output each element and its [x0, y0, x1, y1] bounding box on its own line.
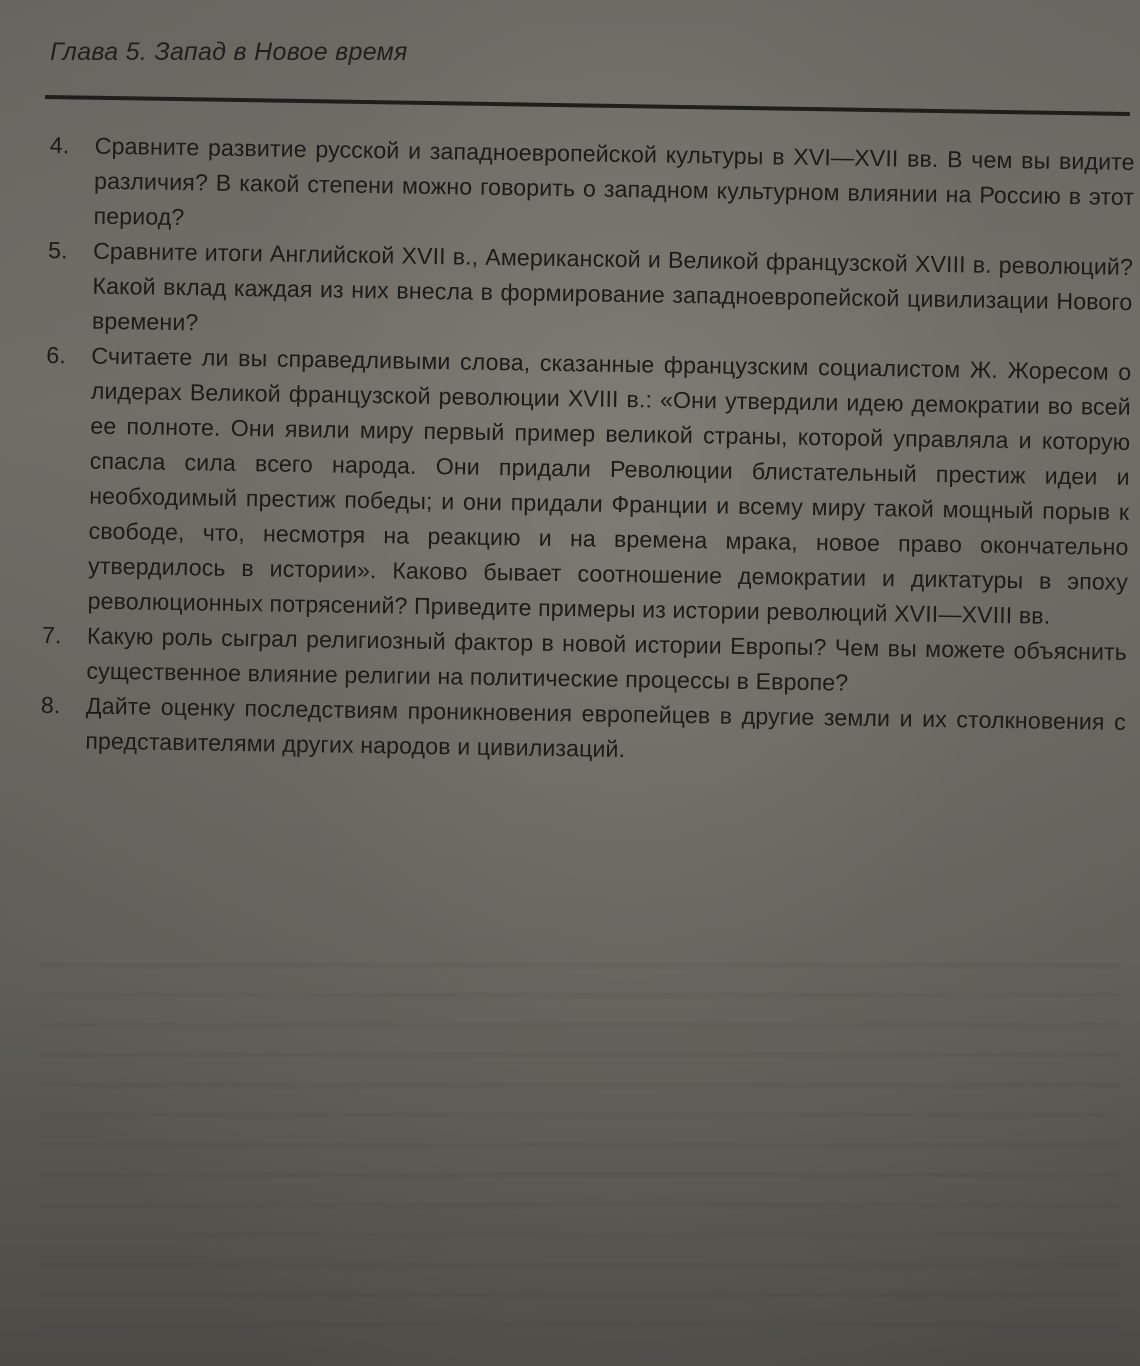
question-item	[48, 128, 1135, 250]
question-text: Сравните итоги Английской XVII в., Американской и Великой французской XVIII в. революций? Какой вклад каждая из них внесла в формирование западноевропейской цивилизации Нового времени?	[91, 237, 1134, 336]
question-text: Считаете ли вы справедливыми слова, сказанные французским социалистом Ж. Жоресом о лидерах Великой французской революции XVIII в.: «Они утвердили идею демократии во всей ее полноте. Они явили миру первый пример великой страны, которой управляла и которую спасла сила всего народа. Они придали Революции блистательный престиж идеи и необходимый престиж победы; и они придали Франции и всему миру такой мощный порыв к свободе, что, несмотря на реакцию и на времена мрака, новое право окончательно утвердилось в истории». Каково бывает соотношение демократии и диктатуры в эпоху революционных потрясений? Приведите примеры из истории революций XVII—XVIII вв.	[87, 342, 1132, 629]
question-number: 4.	[49, 131, 70, 159]
question-number: 8.	[40, 691, 61, 719]
chapter-title: Глава 5. Запад в Новое время	[50, 38, 408, 66]
question-text: Какую роль сыграл религиозный фактор в новой истории Европы? Чем вы можете объяснить существенное влияние религии на политические процессы в Европе?	[86, 622, 1128, 696]
question-list	[40, 128, 1135, 775]
question-item	[47, 233, 1134, 355]
question-text: Дайте оценку последствиям проникновения европейцев в другие земли и их столкновения с представителями других народов и цивилизаций.	[85, 692, 1127, 763]
page-bleed-through	[40, 940, 1120, 1340]
question-number: 7.	[41, 621, 62, 649]
header-rule	[45, 95, 1130, 116]
question-text: Сравните развитие русской и западноевропейской культуры в XVI—XVII вв. В чем вы видите различия? В какой степени можно говорить о западном культурном влиянии на Россию в этот период?	[93, 132, 1135, 231]
page-header	[50, 38, 1130, 67]
question-item	[42, 338, 1131, 635]
question-number: 6.	[46, 341, 67, 369]
question-number: 5.	[47, 236, 68, 264]
